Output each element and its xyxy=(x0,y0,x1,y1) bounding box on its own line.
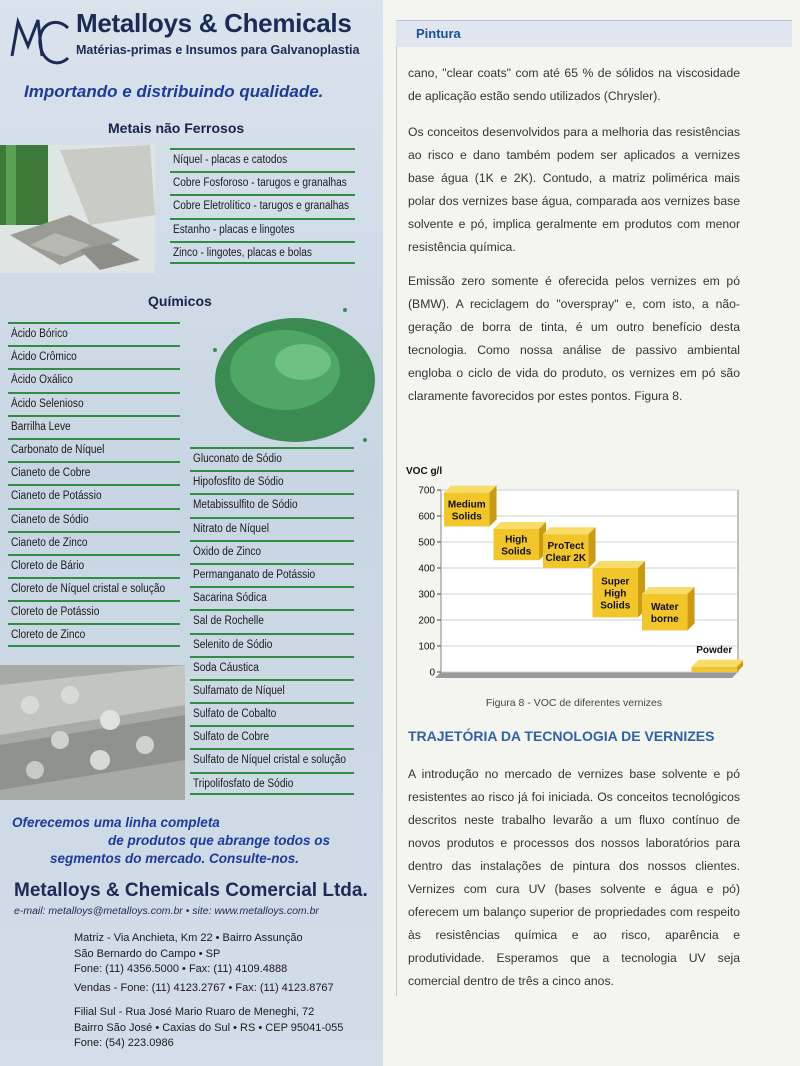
list-item: Zinco - lingotes, placas e bolas xyxy=(170,241,355,264)
bar-label: Medium xyxy=(447,499,486,511)
bar-label: High xyxy=(505,534,528,546)
list-item: Permanganato de Potássio xyxy=(190,563,354,586)
advertisement-panel xyxy=(0,0,383,1066)
list-item: Cianeto de Zinco xyxy=(8,531,180,554)
list-item: Metabissulfito de Sódio xyxy=(190,493,354,516)
y-tick-label: 500 xyxy=(418,537,435,549)
list-item: Estanho - placas e lingotes xyxy=(170,218,355,241)
bar-label: Solids xyxy=(451,511,482,523)
contact-line: e-mail: metalloys@metalloys.com.br • site: www.metalloys.com.br xyxy=(14,905,319,917)
list-item: Cloreto de Bário xyxy=(8,554,180,577)
bar-label: borne xyxy=(650,614,679,626)
offer-text xyxy=(12,814,372,868)
list-item: Cobre Eletrolítico - tarugos e granalhas xyxy=(170,194,355,217)
brand-title: Metalloys & Chemicals xyxy=(76,8,352,38)
figure-caption: Figura 8 - VOC de diferentes vernizes xyxy=(485,697,663,709)
offer-line: segmentos do mercado. Consulte-nos. xyxy=(50,851,300,866)
y-tick-label: 700 xyxy=(418,485,435,497)
offer-line: Oferecemos uma linha completa xyxy=(12,815,220,830)
y-tick-label: 200 xyxy=(418,615,435,627)
paragraph: cano, "clear coats" com até 65 % de sólidos na viscosidade de aplicação estão sendo utilizados (Chrysler). xyxy=(408,66,740,103)
list-item: Carbonato de Níquel xyxy=(8,438,180,461)
y-tick-label: 300 xyxy=(418,589,435,601)
y-axis-label: VOC g/l xyxy=(406,466,443,477)
y-tick-label: 600 xyxy=(418,511,435,523)
section-header-label: Pintura xyxy=(416,26,461,41)
bar-label: Water xyxy=(651,602,679,614)
bar-top xyxy=(593,561,646,568)
bar-top xyxy=(543,527,596,534)
bar-label: Solids xyxy=(501,546,532,558)
bar-label: High xyxy=(604,588,627,600)
list-item: Cloreto de Potássio xyxy=(8,600,180,623)
list-item: Ácido Oxálico xyxy=(8,368,180,391)
list-item: Gluconato de Sódio xyxy=(190,447,354,470)
metal-balls-photo xyxy=(0,665,185,800)
list-item: Ácido Bórico xyxy=(8,322,180,345)
metal-plates-photo xyxy=(0,145,155,273)
bar-label: ProTect xyxy=(547,541,585,553)
bar-side xyxy=(490,486,497,527)
list-item: Sacarina Sódica xyxy=(190,586,354,609)
paragraph: Emissão zero somente é oferecida pelos vernizes em pó (BMW). A reciclagem do "overspray" e, com isto, a não-geração de borra de tinta, é um outro benefício desta tecnologia. Como nossa análise de passivo ambiental engloba o ciclo de vida do produto, os vernizes em pó são claramente favorecidos por estes pontos. Figura 8. xyxy=(408,274,740,403)
section-heading: TRAJETÓRIA DA TECNOLOGIA DE VERNIZES xyxy=(408,728,715,744)
offer-line: de produtos que abrange todos os xyxy=(108,833,331,848)
column-divider xyxy=(396,46,397,996)
list-item: Hipofosfito de Sódio xyxy=(190,470,354,493)
list-item: Cloreto de Zinco xyxy=(8,623,180,646)
bar-label: Powder xyxy=(696,644,733,656)
bar-side xyxy=(589,527,596,568)
list-item: Ácido Selenioso xyxy=(8,392,180,415)
list-item: Cobre Fosforoso - tarugos e granalhas xyxy=(170,171,355,194)
section-title-chemicals: Químicos xyxy=(148,293,212,309)
list-item: Óxido de Zinco xyxy=(190,540,354,563)
list-item: Selenito de Sódio xyxy=(190,633,354,656)
list-item: Sulfato de Cobalto xyxy=(190,702,354,725)
paragraph: A introdução no mercado de vernizes base solvente e pó resistentes ao risco já foi iniciada. Os conceitos tecnológicos descritos neste trabalho levarão a um fluxo contínuo de novos produtos e processos dos nossos laboratórios para dentro das instalações de pintura dos nossos clientes. Vernizes com cura UV (bases solvente e água e pó) oferecem um balanço superior de propriedades com respeito às resistências química e ao risco, aparência e produtividade. Esperamos que a tecnologia UV seja comercial dentro de três a cinco anos. xyxy=(408,767,740,988)
company-name: Metalloys & Chemicals Comercial Ltda. xyxy=(14,880,368,901)
address-vendas: Vendas - Fone: (11) 4123.2767 • Fax: (11) 4123.8767 xyxy=(74,982,334,994)
brand-subtitle: Matérias-primas e Insumos para Galvanoplastia xyxy=(76,43,360,57)
chart-floor xyxy=(435,672,738,678)
bar-top xyxy=(444,486,497,493)
list-item: Cianeto de Sódio xyxy=(8,508,180,531)
y-tick-label: 100 xyxy=(418,641,435,653)
bar-label: Super xyxy=(601,576,630,588)
bar-top xyxy=(494,522,547,529)
green-powder-photo xyxy=(185,290,383,460)
bar-top xyxy=(692,660,744,667)
address-matriz: Matriz - Via Anchieta, Km 22 • Bairro Assunção São Bernardo do Campo • SP Fone: (11) 4356.5000 • Fax: (11) 4109.4888 xyxy=(74,932,303,975)
voc-bar-chart xyxy=(403,460,743,688)
bar-side xyxy=(688,587,695,630)
list-item: Soda Cáustica xyxy=(190,656,354,679)
list-item: Barrilha Leve xyxy=(8,415,180,438)
bar-label: Solids xyxy=(600,600,631,612)
list-item: Sulfato de Níquel cristal e solução xyxy=(190,748,354,771)
list-item: Sal de Rochelle xyxy=(190,609,354,632)
mc-logo xyxy=(8,8,72,72)
section-header xyxy=(396,20,792,47)
section-title-metals: Metais não Ferrosos xyxy=(108,120,245,136)
list-item: Tripolifosfato de Sódio xyxy=(190,772,354,795)
list-item: Cianeto de Potássio xyxy=(8,484,180,507)
list-item: Cloreto de Níquel cristal e solução xyxy=(8,577,180,600)
paragraph: Os conceitos desenvolvidos para a melhoria das resistências ao risco e dano também podem ser aplicados a vernizes base água (1K e 2K). Contudo, a matriz polimérica mais polar dos vernizes base água, comparada aos vernizes base solvente e pó, implica geralmente em produtos com menor resistência química. xyxy=(408,125,740,254)
list-item: Nitrato de Níquel xyxy=(190,517,354,540)
bar-top xyxy=(642,587,695,594)
tagline: Importando e distribuindo qualidade. xyxy=(24,82,324,101)
list-item: Ácido Crômico xyxy=(8,345,180,368)
list-item: Sulfato de Cobre xyxy=(190,725,354,748)
y-tick-label: 0 xyxy=(429,667,435,679)
bar-label: Clear 2K xyxy=(545,553,587,565)
y-tick-label: 400 xyxy=(418,563,435,575)
bar xyxy=(692,667,738,672)
list-item: Cianeto de Cobre xyxy=(8,461,180,484)
list-item: Níquel - placas e catodos xyxy=(170,148,355,171)
list-item: Sulfamato de Níquel xyxy=(190,679,354,702)
address-filial: Filial Sul - Rua José Mario Ruaro de Meneghi, 72 Bairro São José • Caxias do Sul • RS • CEP 95041-055 Fone: (54) 223.0986 xyxy=(74,1006,344,1049)
